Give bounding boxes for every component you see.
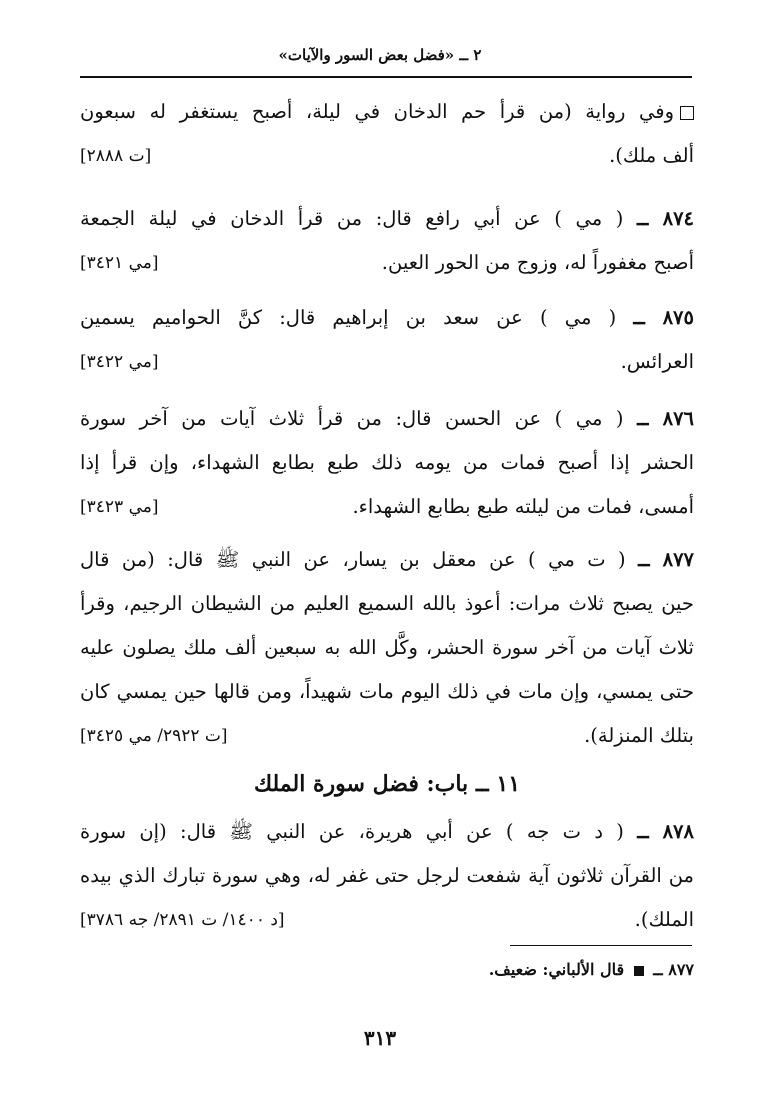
footnote-text: قال الألباني: ضعيف. (488, 960, 625, 979)
source-reference: [ت ٢٨٨٨] (80, 146, 152, 166)
source-reference: [مي ٣٤٢٣] (80, 497, 159, 517)
entry-line: الملك). [د ١٤٠٠/ ت ٢٨٩١/ جه ٣٧٨٦] (80, 898, 694, 942)
footnote-number: ٨٧٧ ــ (653, 960, 694, 979)
entry-line: الحشر إذا أصبح فمات من يومه ذلك طبع بطابع الشهداء، وإن قرأ إذا (80, 451, 694, 474)
entry-line: وفي رواية (من قرأ حم الدخان في ليلة، أصبح يستغفر له سبعون (80, 90, 694, 134)
hadith-entry-877 (80, 538, 694, 758)
source-reference: [مي ٣٤٢٢] (80, 352, 159, 372)
footnote (80, 956, 694, 984)
open-square-icon (680, 106, 694, 120)
entry-line: ٨٧٥ ــ ( مي ) عن سعد بن إبراهيم قال: كنَّ الحواميم يسمين (80, 306, 694, 329)
filled-square-icon (634, 966, 644, 976)
running-header: ٢ ــ «فضل بعض السور والآيات» (278, 46, 482, 64)
hadith-entry-variant (80, 90, 694, 178)
entry-line: أمسى، فمات من ليلته طبع بطابع الشهداء. [مي ٣٤٢٣] (80, 485, 694, 529)
entry-line: ٨٧٤ ــ ( مي ) عن أبي رافع قال: من قرأ الدخان في ليلة الجمعة (80, 207, 694, 230)
source-reference: [مي ٣٤٢١] (80, 253, 159, 273)
entry-line: من القرآن ثلاثون آية شفعت لرجل حتى غفر له، وهي سورة تبارك الذي بيده (80, 864, 694, 887)
entry-line: بتلك المنزلة). [ت ٢٩٢٢/ مي ٣٤٢٥] (80, 714, 694, 758)
hadith-entry-876 (80, 397, 694, 529)
source-reference: [د ١٤٠٠/ ت ٢٨٩١/ جه ٣٧٨٦] (80, 910, 285, 930)
section-heading: ١١ ــ باب: فضل سورة الملك (253, 771, 521, 797)
entry-line: ٨٧٨ ــ ( د ت جه ) عن أبي هريرة، عن النبي ﷺ قال: (إن سورة (80, 820, 694, 843)
entry-number: ٨٧٨ ــ (637, 820, 694, 843)
entry-line: ٨٧٦ ــ ( مي ) عن الحسن قال: من قرأ ثلاث آيات من آخر سورة (80, 407, 694, 430)
entry-line: ٨٧٧ ــ ( ت مي ) عن معقل بن يسار، عن النبي ﷺ قال: (من قال (80, 548, 694, 571)
entry-number: ٨٧٦ ــ (637, 407, 694, 430)
hadith-entry-874 (80, 197, 694, 285)
hadith-entry-875 (80, 296, 694, 384)
entry-line: العرائس. [مي ٣٤٢٢] (80, 340, 694, 384)
source-reference: [ت ٢٩٢٢/ مي ٣٤٢٥] (80, 726, 228, 746)
hadith-entry-878 (80, 810, 694, 942)
entry-number: ٨٧٧ ــ (638, 548, 694, 571)
entry-line: حتى يمسي، وإن مات في ذلك اليوم مات شهيداً، ومن قالها حين يمسي كان (80, 680, 694, 703)
entry-number: ٨٧٤ ــ (636, 207, 694, 230)
page-number: ٣١٣ (363, 1026, 397, 1050)
entry-line: ثلاث آيات من آخر سورة الحشر، وكَّل الله به سبعين ألف ملك يصلون عليه (80, 636, 694, 659)
entry-line: حين يصبح ثلاث مرات: أعوذ بالله السميع العليم من الشيطان الرجيم، وقرأ (80, 592, 694, 615)
entry-line: ألف ملك). [ت ٢٨٨٨] (80, 134, 694, 178)
header-rule (80, 76, 692, 78)
entry-line: أصبح مغفوراً له، وزوج من الحور العين. [مي ٣٤٢١] (80, 241, 694, 285)
footnote-rule (510, 945, 692, 946)
entry-number: ٨٧٥ ــ (633, 306, 694, 329)
